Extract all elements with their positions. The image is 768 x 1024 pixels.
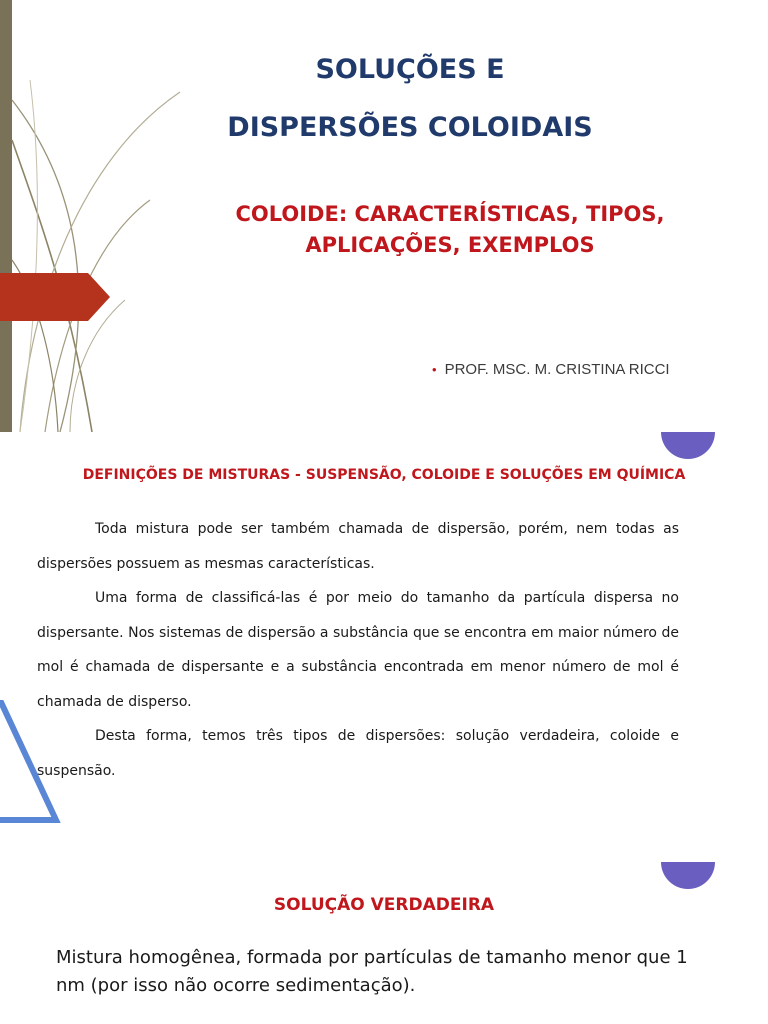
title-slide — [0, 0, 768, 432]
slide-title-line-2: DISPERSÕES COLOIDAIS — [227, 112, 593, 143]
author-line — [432, 361, 670, 378]
slide-subtitle-line-1: COLOIDE: CARACTERÍSTICAS, TIPOS, — [235, 202, 665, 226]
author-name: PROF. MSC. M. CRISTINA RICCI — [444, 361, 670, 378]
true-solution-definition: Mistura homogênea, formada por partículas de tamanho menor que 1 nm (por isso não ocorre sedimentação). — [56, 947, 688, 996]
paragraph-1: Toda mistura pode ser também chamada de dispersão, porém, nem todas as dispersões possuem as mesmas características. — [37, 521, 679, 572]
author-bullet: • — [432, 362, 437, 377]
true-solution-heading: SOLUÇÃO VERDADEIRA — [273, 895, 495, 915]
paragraph-3: Desta forma, temos três tipos de dispersões: solução verdadeira, coloide e suspensão. — [37, 728, 679, 779]
definitions-heading: DEFINIÇÕES DE MISTURAS - SUSPENSÃO, COLOIDE E SOLUÇÕES EM QUÍMICA — [82, 467, 686, 483]
purple-half-circle-decoration-2 — [661, 862, 715, 889]
slide-title-line-1: SOLUÇÕES E — [315, 54, 505, 85]
slide-subtitle-line-2: APLICAÇÕES, EXEMPLOS — [305, 233, 595, 257]
red-arrow-shape — [0, 273, 110, 321]
purple-half-circle-decoration — [661, 432, 715, 459]
definitions-body — [37, 512, 679, 788]
paragraph-2: Uma forma de classificá-las é por meio do tamanho da partícula dispersa no dispersante. Nos sistemas de dispersão a substância que se encontra em maior número de mol é chamada de dispersante e a substância encontrada em menor número de mol é chamada de disperso. — [37, 590, 679, 710]
